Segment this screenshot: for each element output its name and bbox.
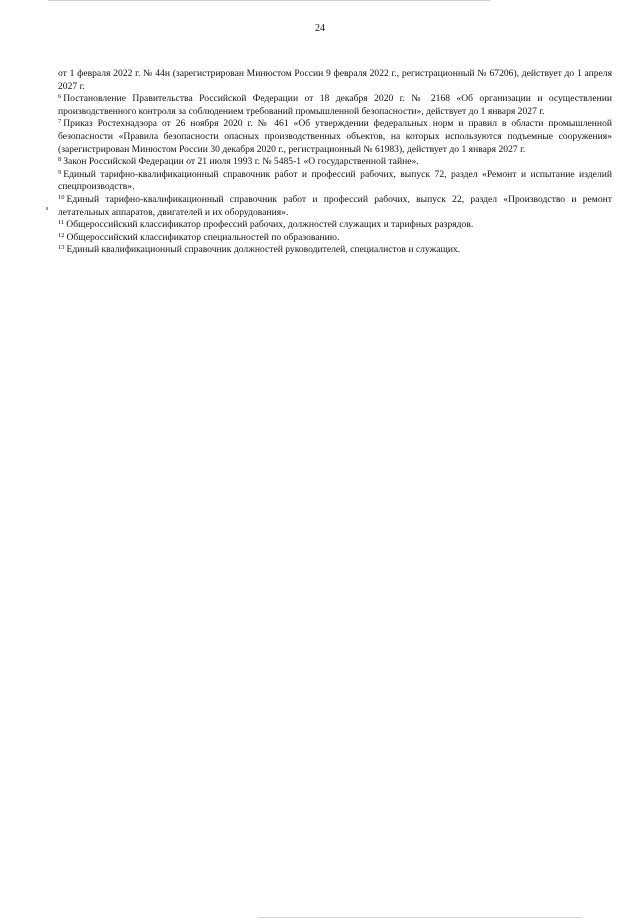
footnote-8 [58,156,612,169]
top-rule [48,0,490,1]
footnote-marker: 9 [58,168,62,176]
footnote-text: Единый тарифно-квалификационный справочник работ и профессий рабочих, выпуск 22, раздел «Производство и ремонт летательных аппаратов, двигателей и их оборудования». [58,193,612,218]
footnote-text: Закон Российской Федерации от 21 июля 1993 г. № 5485-1 «О государственной тайне». [63,156,419,168]
footnote-marker: 6 [58,93,62,101]
footnote-continuation [58,68,612,93]
footnote-text: Общероссийский классификатор профессий рабочих, должностей служащих и тарифных разрядов. [66,219,474,231]
page-number: 24 [315,23,325,34]
footnote-marker: 8 [58,156,62,164]
footnote-text: Общероссийский классификатор специальностей по образованию. [66,231,340,243]
footnotes-section [58,68,612,257]
footnote-marker: 10 [58,193,65,201]
footnote-6 [58,93,612,118]
footnote-11 [58,219,612,232]
footnote-text: Постановление Правительства Российской Федерации от 18 декабря 2020 г. № 2168 «Об организации и осуществлении производственного контроля за соблюдением требований промышленной безопасности», действует до 1 января 2027 г. [58,93,612,117]
footnote-marker: 11 [58,219,65,227]
footnote-text: Единый квалификационный справочник должностей руководителей, специалистов и служащих. [66,244,461,256]
margin-speck [46,207,48,210]
footnote-9 [58,169,612,194]
footnote-marker: 13 [58,244,65,252]
footnote-7 [58,118,612,156]
footnote-marker: 7 [58,118,62,126]
footnote-text: от 1 февраля 2022 г. № 44н (зарегистрирован Минюстом России 9 февраля 2022 г., регистрационный № 67206), действует до 1 апреля 2027 г. [58,68,612,92]
footnote-13 [58,244,612,257]
footnote-10 [58,194,612,219]
footnote-12 [58,232,612,245]
footnote-marker: 12 [58,231,65,239]
footnote-text: Единый тарифно-квалификационный справочник работ и профессий рабочих, выпуск 72, раздел «Ремонт и испытание изделий спецпроизводств». [58,168,612,193]
footnote-text: Приказ Ростехнадзора от 26 ноября 2020 г. № 461 «Об утверждении федеральных норм и правил в области промышленной безопасности «Правила безопасности опасных производственных объектов, на которых используются подъемные сооружения» (зарегистрирован Минюстом России 30 декабря 2020 г., регистрационный № 61983), действует до 1 января 2027 г. [58,118,612,155]
